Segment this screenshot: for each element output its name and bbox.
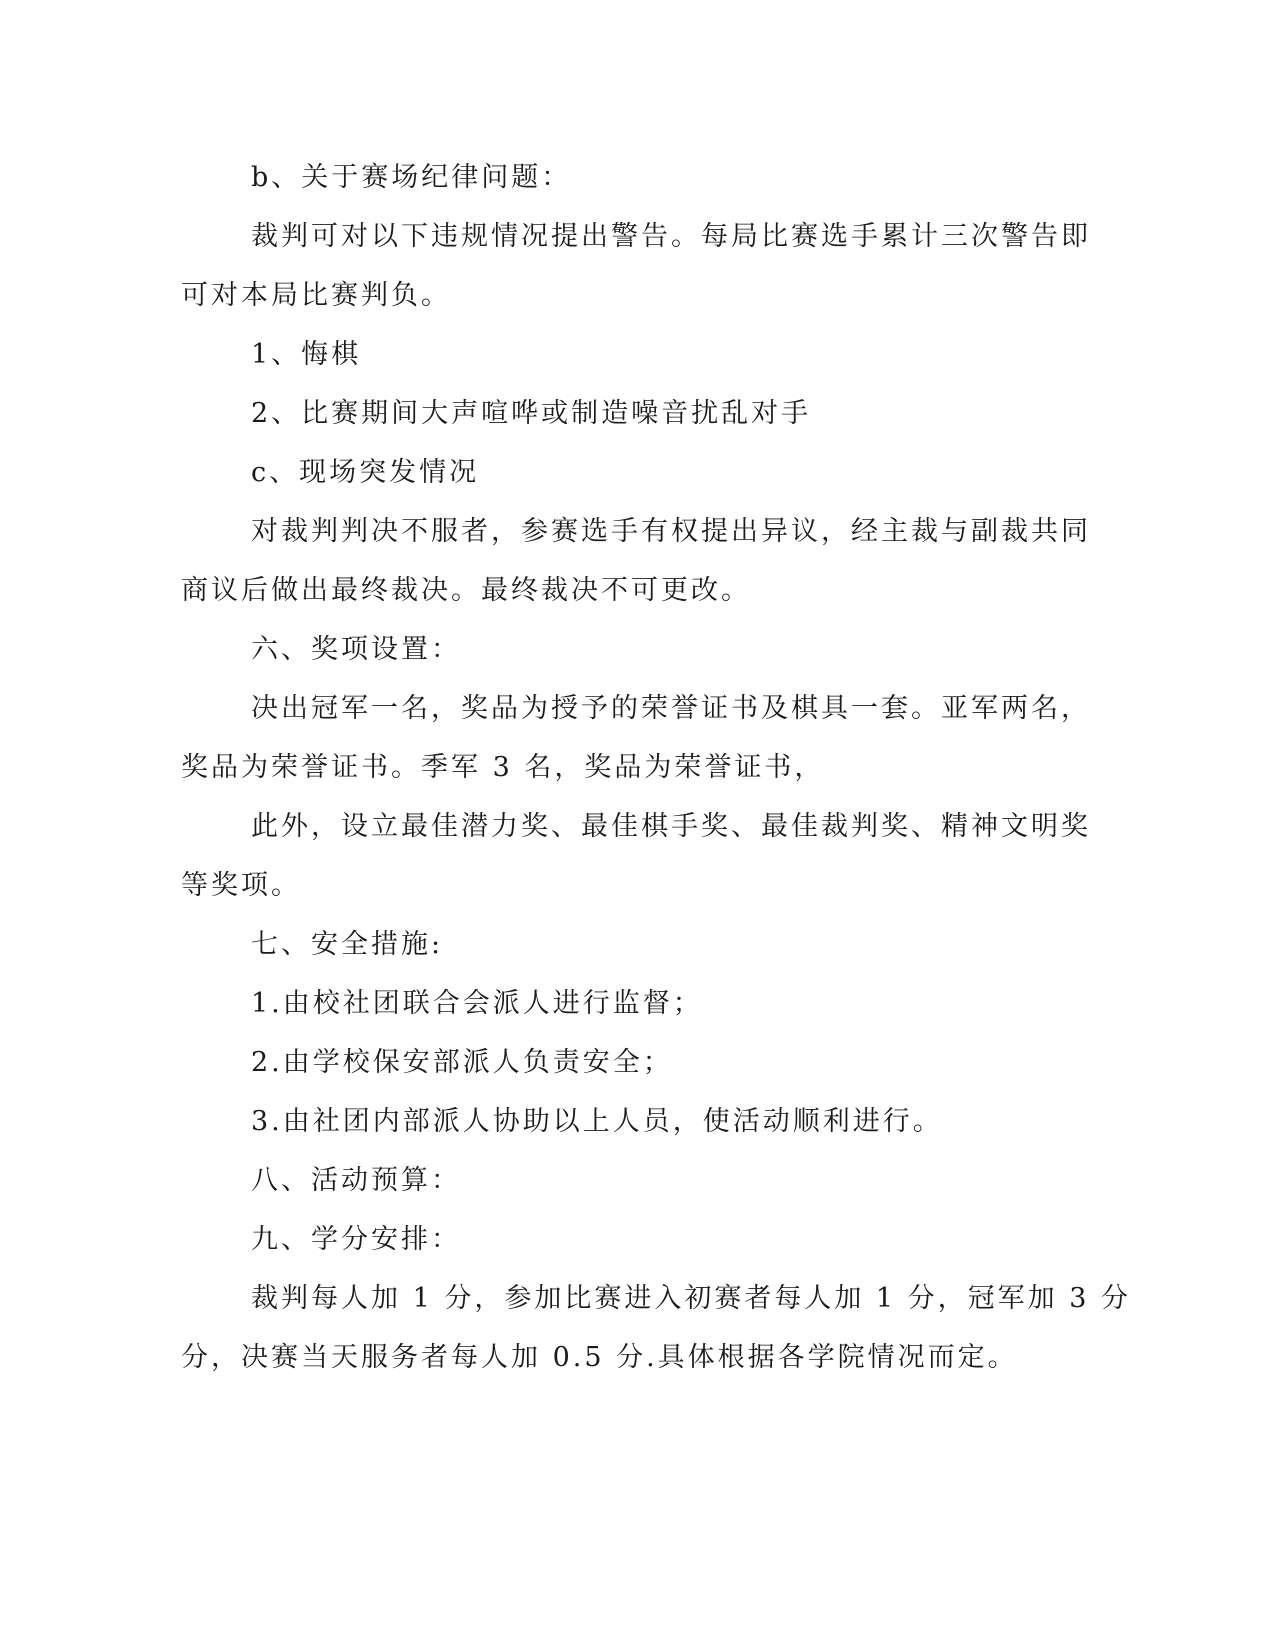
paragraph-line: 对裁判判决不服者，参赛选手有权提出异议，经主裁与副裁共同	[251, 516, 1091, 547]
list-item: 1.由校社团联合会派人进行监督；	[251, 988, 703, 1019]
paragraph-line: 裁判可对以下违规情况提出警告。每局比赛选手累计三次警告即	[251, 221, 1091, 252]
section-heading-credits: 九、学分安排：	[251, 1224, 461, 1255]
document-body	[181, 148, 1132, 1387]
paragraph-line: 奖品为荣誉证书。季军 3 名，奖品为荣誉证书，	[181, 752, 825, 783]
paragraph-line: 可对本局比赛判负。	[181, 280, 451, 311]
paragraph-line: 商议后做出最终裁决。最终裁决不可更改。	[181, 575, 751, 606]
paragraph-line: 决出冠军一名，奖品为授予的荣誉证书及棋具一套。亚军两名，	[251, 693, 1091, 724]
list-item: 2、比赛期间大声喧哗或制造噪音扰乱对手	[251, 398, 812, 429]
list-item: 3.由社团内部派人协助以上人员，使活动顺利进行。	[251, 1106, 943, 1137]
section-heading-discipline: b、关于赛场纪律问题：	[251, 162, 572, 193]
section-heading-awards: 六、奖项设置：	[251, 634, 461, 665]
list-item: 1、悔棋	[251, 339, 362, 370]
paragraph-line: 裁判每人加 1 分，参加比赛进入初赛者每人加 1 分，冠军加 3 分	[251, 1283, 1132, 1314]
section-heading-budget: 八、活动预算：	[251, 1165, 461, 1196]
paragraph-line: 等奖项。	[181, 870, 301, 901]
list-item: 2.由学校保安部派人负责安全；	[251, 1047, 673, 1078]
section-heading-emergency: c、现场突发情况	[251, 457, 480, 488]
section-heading-safety: 七、安全措施:	[251, 929, 444, 960]
paragraph-line: 分，决赛当天服务者每人加 0.5 分.具体根据各学院情况而定。	[181, 1342, 1018, 1373]
paragraph-line: 此外，设立最佳潜力奖、最佳棋手奖、最佳裁判奖、精神文明奖	[251, 811, 1091, 842]
